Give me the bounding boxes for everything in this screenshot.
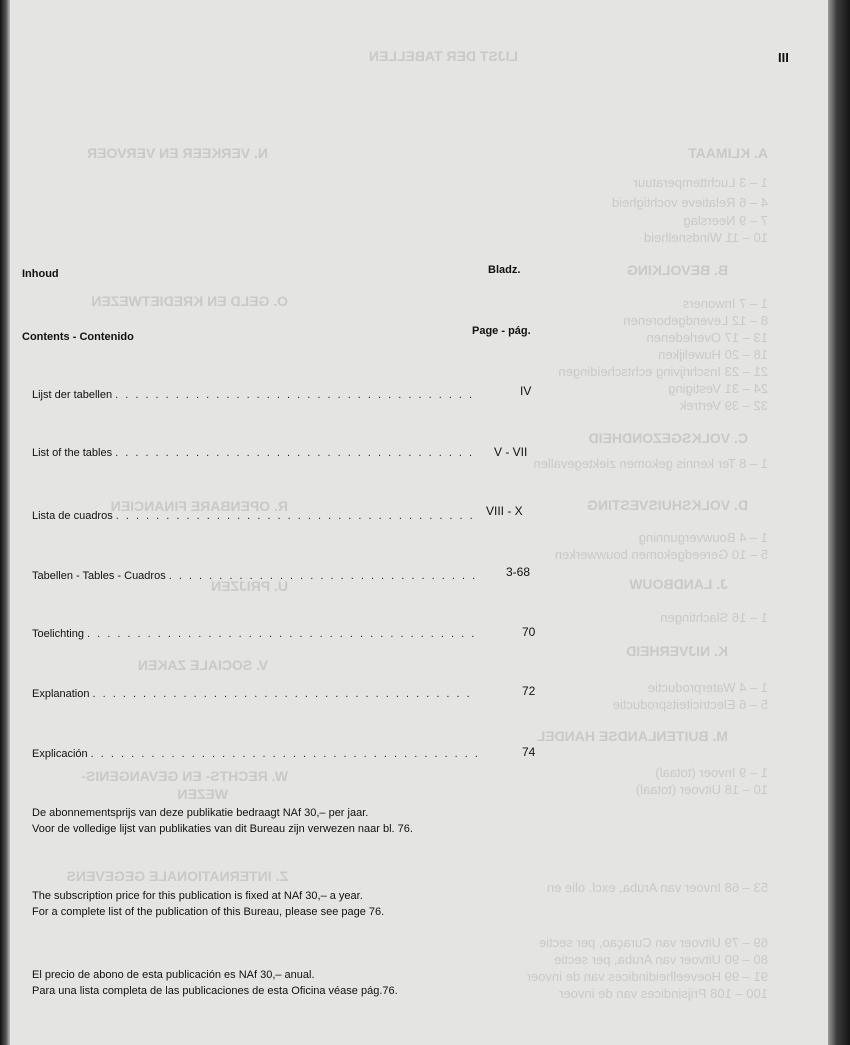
toc-entry-page: 74 [522, 745, 536, 759]
page-right-edge [828, 0, 850, 1045]
heading-page-pag: Page - pág. [472, 325, 531, 337]
toc-entry [32, 628, 480, 646]
document-page [10, 0, 828, 1045]
note-line: Para una lista completa de las publicaciones de esta Oficina véase pág.76. [32, 985, 398, 997]
subscription-note-en [32, 888, 482, 920]
toc-entry-label: Toelichting [32, 628, 84, 640]
dot-leader [91, 748, 477, 760]
toc-entry-page: 70 [522, 625, 536, 639]
note-line: The subscription price for this publication is fixed at NAf 30,– a year. [32, 890, 363, 902]
note-line: For a complete list of the publication of this Bureau, please see page 76. [32, 906, 385, 918]
toc-entry-label: List of the tables [32, 447, 113, 459]
dot-leader [116, 510, 477, 522]
toc-entry-label: Lista de cuadros [32, 510, 113, 522]
toc-entry-label: Explanation [32, 688, 90, 700]
toc-entry-label: Explicación [32, 748, 88, 760]
dot-leader [169, 570, 477, 582]
note-line: Voor de volledige lijst van publikaties van dit Bureau zijn verwezen naar bl. 76. [32, 823, 413, 835]
toc-entry-page: IV [520, 384, 532, 398]
dot-leader [87, 628, 477, 640]
toc-entry [32, 570, 480, 588]
toc-entry-label: Lijst der tabellen [32, 389, 113, 401]
page-number: III [778, 50, 789, 65]
heading-inhoud: Inhoud [22, 268, 59, 280]
note-line: El precio de abono de esta publicación es NAf 30,– anual. [32, 969, 315, 981]
toc-entry [32, 748, 480, 766]
subscription-note-nl [32, 805, 482, 837]
dot-leader [115, 389, 477, 401]
toc-entry [32, 389, 480, 407]
heading-contents: Contents - Contenido [22, 331, 134, 343]
subscription-note-es [32, 967, 482, 999]
show-through-text: LIJST DER TABELLEN A. KLIMAAT N. VERKEER EN VERVOER 1 – 3 Luchttemperatuur 4 – 6 Relatieve vochtigheid 7 – 9 Neerslag 10 – 11 Windsnelheid B. BEVOLKING O. GELD EN KREDIETWEZEN 1 – 7 Inwoners 8 – 12 Levendgeborenen 13 – 17 Overledenen 18 – 20 Huwelijken 21 – 23 Inschrijving echtscheidingen 24 – 31 Vestiging 32 – 39 Vertrek C. VOLKSGEZONDHEID 1 – 8 Ter kennis gekomen ziektegevallen R. OPENBARE FINANCIEN D. VOLKSHUISVESTING 1 – 4 Bouwvergunning 5 – 10 Gereedgekomen bouwwerken J. LANDBOUW U. PRIJZEN 1 – 16 Slachtingen K. NIJVERHEID V. SOCIALE ZAKEN 1 – 4 Waterproductie 5 – 6 Electriciteitsproductie M. BUITENLANDSE HANDEL 1 – 9 Invoer (totaal) 10 – 18 Uitvoer (totaal) W. RECHTS- EN GEVANGENIS- WEZEN Z. INTERNATIONALE GEGEVENS 53 – 68 Invoer van Aruba, excl. olie en 69 – 79 Uitvoer van Curaçao, per sectie 80 – 90 Uitvoer van Aruba, per sectie 91 – 99 Hoeveelheidindices van de invoer 100 – 108 Prijsindices van de invoer [66, 48, 768, 1001]
toc-entry [32, 447, 480, 465]
heading-bladz: Bladz. [488, 264, 521, 276]
toc-entry-label: Tabellen - Tables - Cuadros [32, 570, 166, 582]
toc-entry-page: 3-68 [506, 565, 531, 579]
toc-entry-page: 72 [522, 684, 536, 698]
dot-leader [93, 688, 478, 700]
toc-entry [32, 688, 480, 706]
toc-entry-page: V - VII [494, 445, 528, 459]
page-binding-edge [0, 0, 10, 1045]
toc-entry [32, 510, 480, 528]
note-line: De abonnementsprijs van deze publikatie bedraagt NAf 30,– per jaar. [32, 807, 369, 819]
toc-entry-page: VIII - X [486, 504, 523, 518]
dot-leader [115, 447, 477, 459]
